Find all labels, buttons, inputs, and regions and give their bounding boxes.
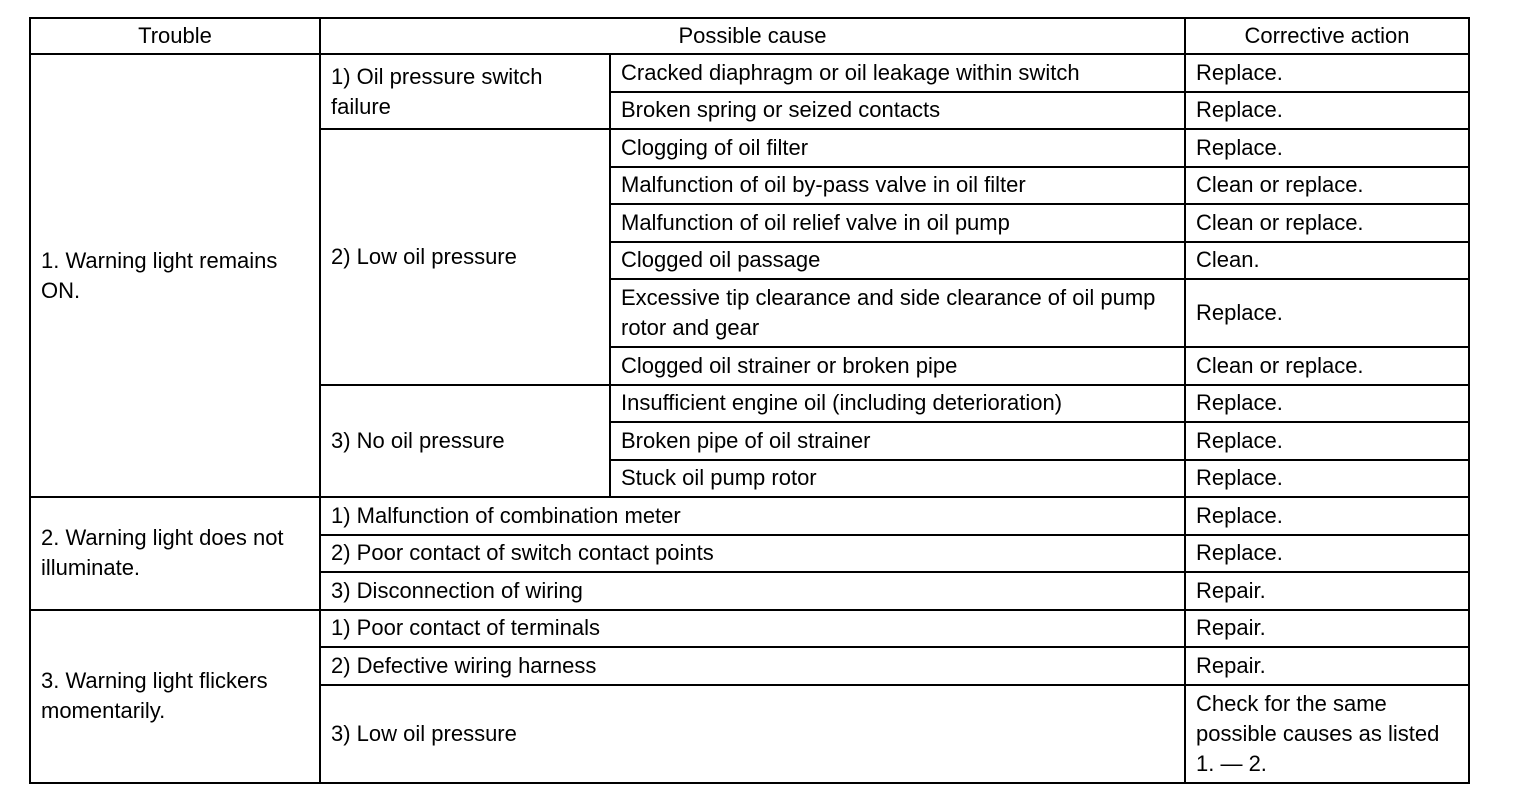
cause-cell: 2) Defective wiring harness xyxy=(320,647,1185,685)
action-cell: Repair. xyxy=(1185,647,1469,685)
action-cell: Check for the same possible causes as listed 1. — 2. xyxy=(1185,685,1469,783)
cause-detail-cell: Malfunction of oil relief valve in oil pump xyxy=(610,204,1185,242)
cause-cell: 2) Poor contact of switch contact points xyxy=(320,535,1185,573)
trouble-cell: 1. Warning light remains ON. xyxy=(30,54,320,497)
cause-cell: 3) Disconnection of wiring xyxy=(320,572,1185,610)
action-cell: Clean or replace. xyxy=(1185,347,1469,385)
action-cell: Replace. xyxy=(1185,129,1469,167)
cause-cell: 3) No oil pressure xyxy=(320,385,610,498)
action-cell: Repair. xyxy=(1185,610,1469,648)
cause-cell: 1) Malfunction of combination meter xyxy=(320,497,1185,535)
cause-detail-cell: Insufficient engine oil (including deterioration) xyxy=(610,385,1185,423)
action-cell: Replace. xyxy=(1185,497,1469,535)
action-cell: Clean or replace. xyxy=(1185,167,1469,205)
action-cell: Repair. xyxy=(1185,572,1469,610)
cause-detail-cell: Broken pipe of oil strainer xyxy=(610,422,1185,460)
cause-detail-cell: Clogged oil strainer or broken pipe xyxy=(610,347,1185,385)
cause-cell: 2) Low oil pressure xyxy=(320,129,610,385)
table-row xyxy=(30,54,1469,92)
cause-detail-cell: Clogged oil passage xyxy=(610,242,1185,280)
header-possible-cause: Possible cause xyxy=(320,18,1185,54)
action-cell: Replace. xyxy=(1185,460,1469,498)
cause-detail-cell: Stuck oil pump rotor xyxy=(610,460,1185,498)
action-cell: Replace. xyxy=(1185,54,1469,92)
trouble-cell: 3. Warning light flickers momentarily. xyxy=(30,610,320,783)
action-cell: Replace. xyxy=(1185,92,1469,130)
trouble-cell: 2. Warning light does not illuminate. xyxy=(30,497,320,610)
header-corrective-action: Corrective action xyxy=(1185,18,1469,54)
action-cell: Replace. xyxy=(1185,535,1469,573)
cause-cell: 3) Low oil pressure xyxy=(320,685,1185,783)
cause-detail-cell: Excessive tip clearance and side clearance of oil pump rotor and gear xyxy=(610,279,1185,347)
header-row xyxy=(30,18,1469,54)
action-cell: Replace. xyxy=(1185,422,1469,460)
cause-detail-cell: Malfunction of oil by-pass valve in oil filter xyxy=(610,167,1185,205)
cause-detail-cell: Broken spring or seized contacts xyxy=(610,92,1185,130)
action-cell: Clean or replace. xyxy=(1185,204,1469,242)
header-trouble: Trouble xyxy=(30,18,320,54)
troubleshooting-table xyxy=(29,17,1470,784)
action-cell: Replace. xyxy=(1185,279,1469,347)
cause-detail-cell: Cracked diaphragm or oil leakage within switch xyxy=(610,54,1185,92)
cause-cell: 1) Oil pressure switch failure xyxy=(320,54,610,129)
table-row xyxy=(30,610,1469,648)
table-row xyxy=(30,497,1469,535)
action-cell: Replace. xyxy=(1185,385,1469,423)
cause-cell: 1) Poor contact of terminals xyxy=(320,610,1185,648)
cause-detail-cell: Clogging of oil filter xyxy=(610,129,1185,167)
action-cell: Clean. xyxy=(1185,242,1469,280)
